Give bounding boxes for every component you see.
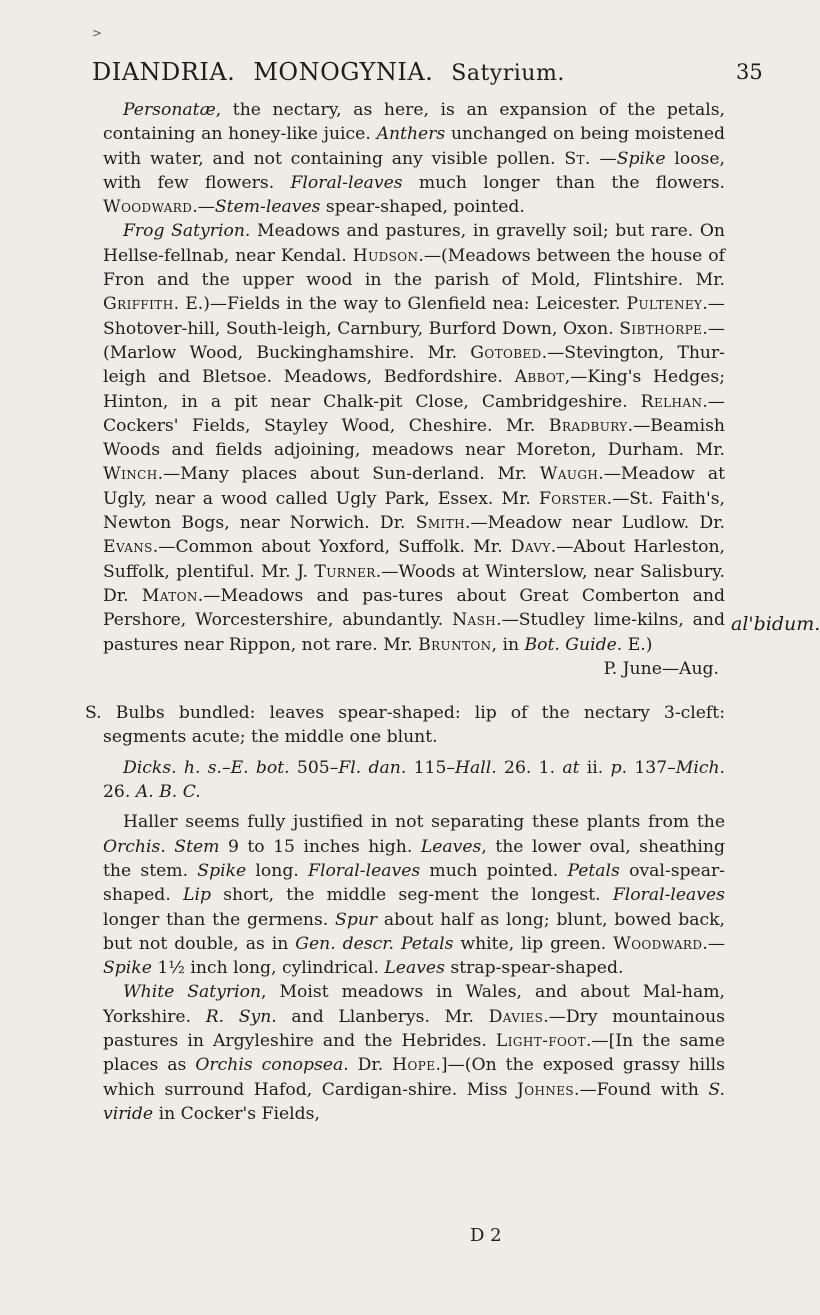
main-text xyxy=(85,98,726,1126)
paragraph-haller-description: Haller seems fully justified in not separating these plants from the Orchis. Stem 9 to 15 inches high. Leaves, the lower oval, sheathing the stem. Spike long. Floral-leaves much pointed. Petals oval-spear-shaped. Lip short, the middle seg-ment the longest. Floral-leaves longer than the germens. Spur about half as long; blunt, bowed back, but not double, as in Gen. descr. Petals white, lip green. Woodward.—Spike 1½ inch long, cylindrical. Leaves strap-spear-shaped. xyxy=(103,812,726,979)
order-heading: MONOGYNIA. xyxy=(253,58,434,86)
flowering-period: P. June—Aug. xyxy=(603,658,719,679)
paragraph-frog-satyrion-localities: Frog Satyrion. Meadows and pastures, in gravelly soil; but rare. On Hellse-fellnab, near Kendal. Hudson.—(Meadows between the house of Fron and the upper wood in the parish of Mold, Flintshire. Mr. Griffith. E.)—Fields in the way to Glenfield nea: Leicester. Pulteney.—Shotover-hill, South-leigh, Carnbury, Burford Down, Oxon. Sibthorpe.—(Marlow Wood, Buckinghamshire. Mr. Gotobed.—Stevington, Thur-leigh and Bletsoe. Meadows, Bedfordshire. Abbot,—King's Hedges; Hinton, in a pit near Chalk-pit Close, Cambridgeshire. Relhan.—Cockers' Fields, Stayley Wood, Cheshire. Mr. Bradbury.—Beamish Woods and fields adjoining, meadows near Moreton, Durham. Mr. Winch.—Many places about Sun-derland. Mr. Waugh.—Meadow at Ugly, near a wood called Ugly Park, Essex. Mr. Forster.—St. Faith's, Newton Bogs, near Norwich. Dr. Smith.—Meadow near Ludlow. Dr. Evans.—Common about Yoxford, Suffolk. Mr. Davy.—About Harleston, Suffolk, plentiful. Mr. J. Turner.—Woods at Winterslow, near Salisbury. Dr. Maton.—Meadows and pas-tures about Great Comberton and Pershore, Worcestershire, abundantly. Nash.—Studley lime-kilns, and pastures near Rippon, not rare. Mr. Brunton, in Bot. Guide. E.) xyxy=(103,221,726,655)
page-number: 35 xyxy=(736,60,763,84)
paragraph-species-diagnosis: S. Bulbs bundled: leaves spear-shaped: lip of the nectary 3-cleft: segments acute; the middle one blunt. xyxy=(85,703,725,748)
paragraph-white-satyrion-localities: White Satyrion, Moist meadows in Wales, and about Mal-ham, Yorkshire. R. Syn. and Llanberys. Mr. Davies.—Dry mountainous pastures in Argyleshire and the Hebrides. Light-foot.—[In the same places as Orchis conopsea. Dr. Hope.]—(On the exposed grassy hills which surround Hafod, Cardigan-shire. Miss Johnes.—Found with S. viride in Cocker's Fields, xyxy=(103,982,726,1124)
paragraph-nectary-description: Personatæ, the nectary, as here, is an expansion of the petals, containing an honey-like juice. Anthers unchanged on being moistened with water, and not containing any visible pollen. St. —Spike loose, with few flowers. Floral-leaves much longer than the flowers. Woodward.—Stem-leaves spear-shaped, pointed. xyxy=(103,100,725,218)
species-epithet-margin: al'bidum. xyxy=(731,613,820,635)
genus-heading: Satyrium. xyxy=(451,61,565,86)
running-head xyxy=(92,58,692,86)
signature-mark: D 2 xyxy=(470,1225,502,1246)
class-heading: DIANDRIA. xyxy=(92,58,236,86)
top-mark: > xyxy=(92,26,103,40)
paragraph-references: Dicks. h. s.–E. bot. 505–Fl. dan. 115–Hall. 26. 1. at ii. p. 137–Mich. 26. A. B. C. xyxy=(103,757,725,803)
